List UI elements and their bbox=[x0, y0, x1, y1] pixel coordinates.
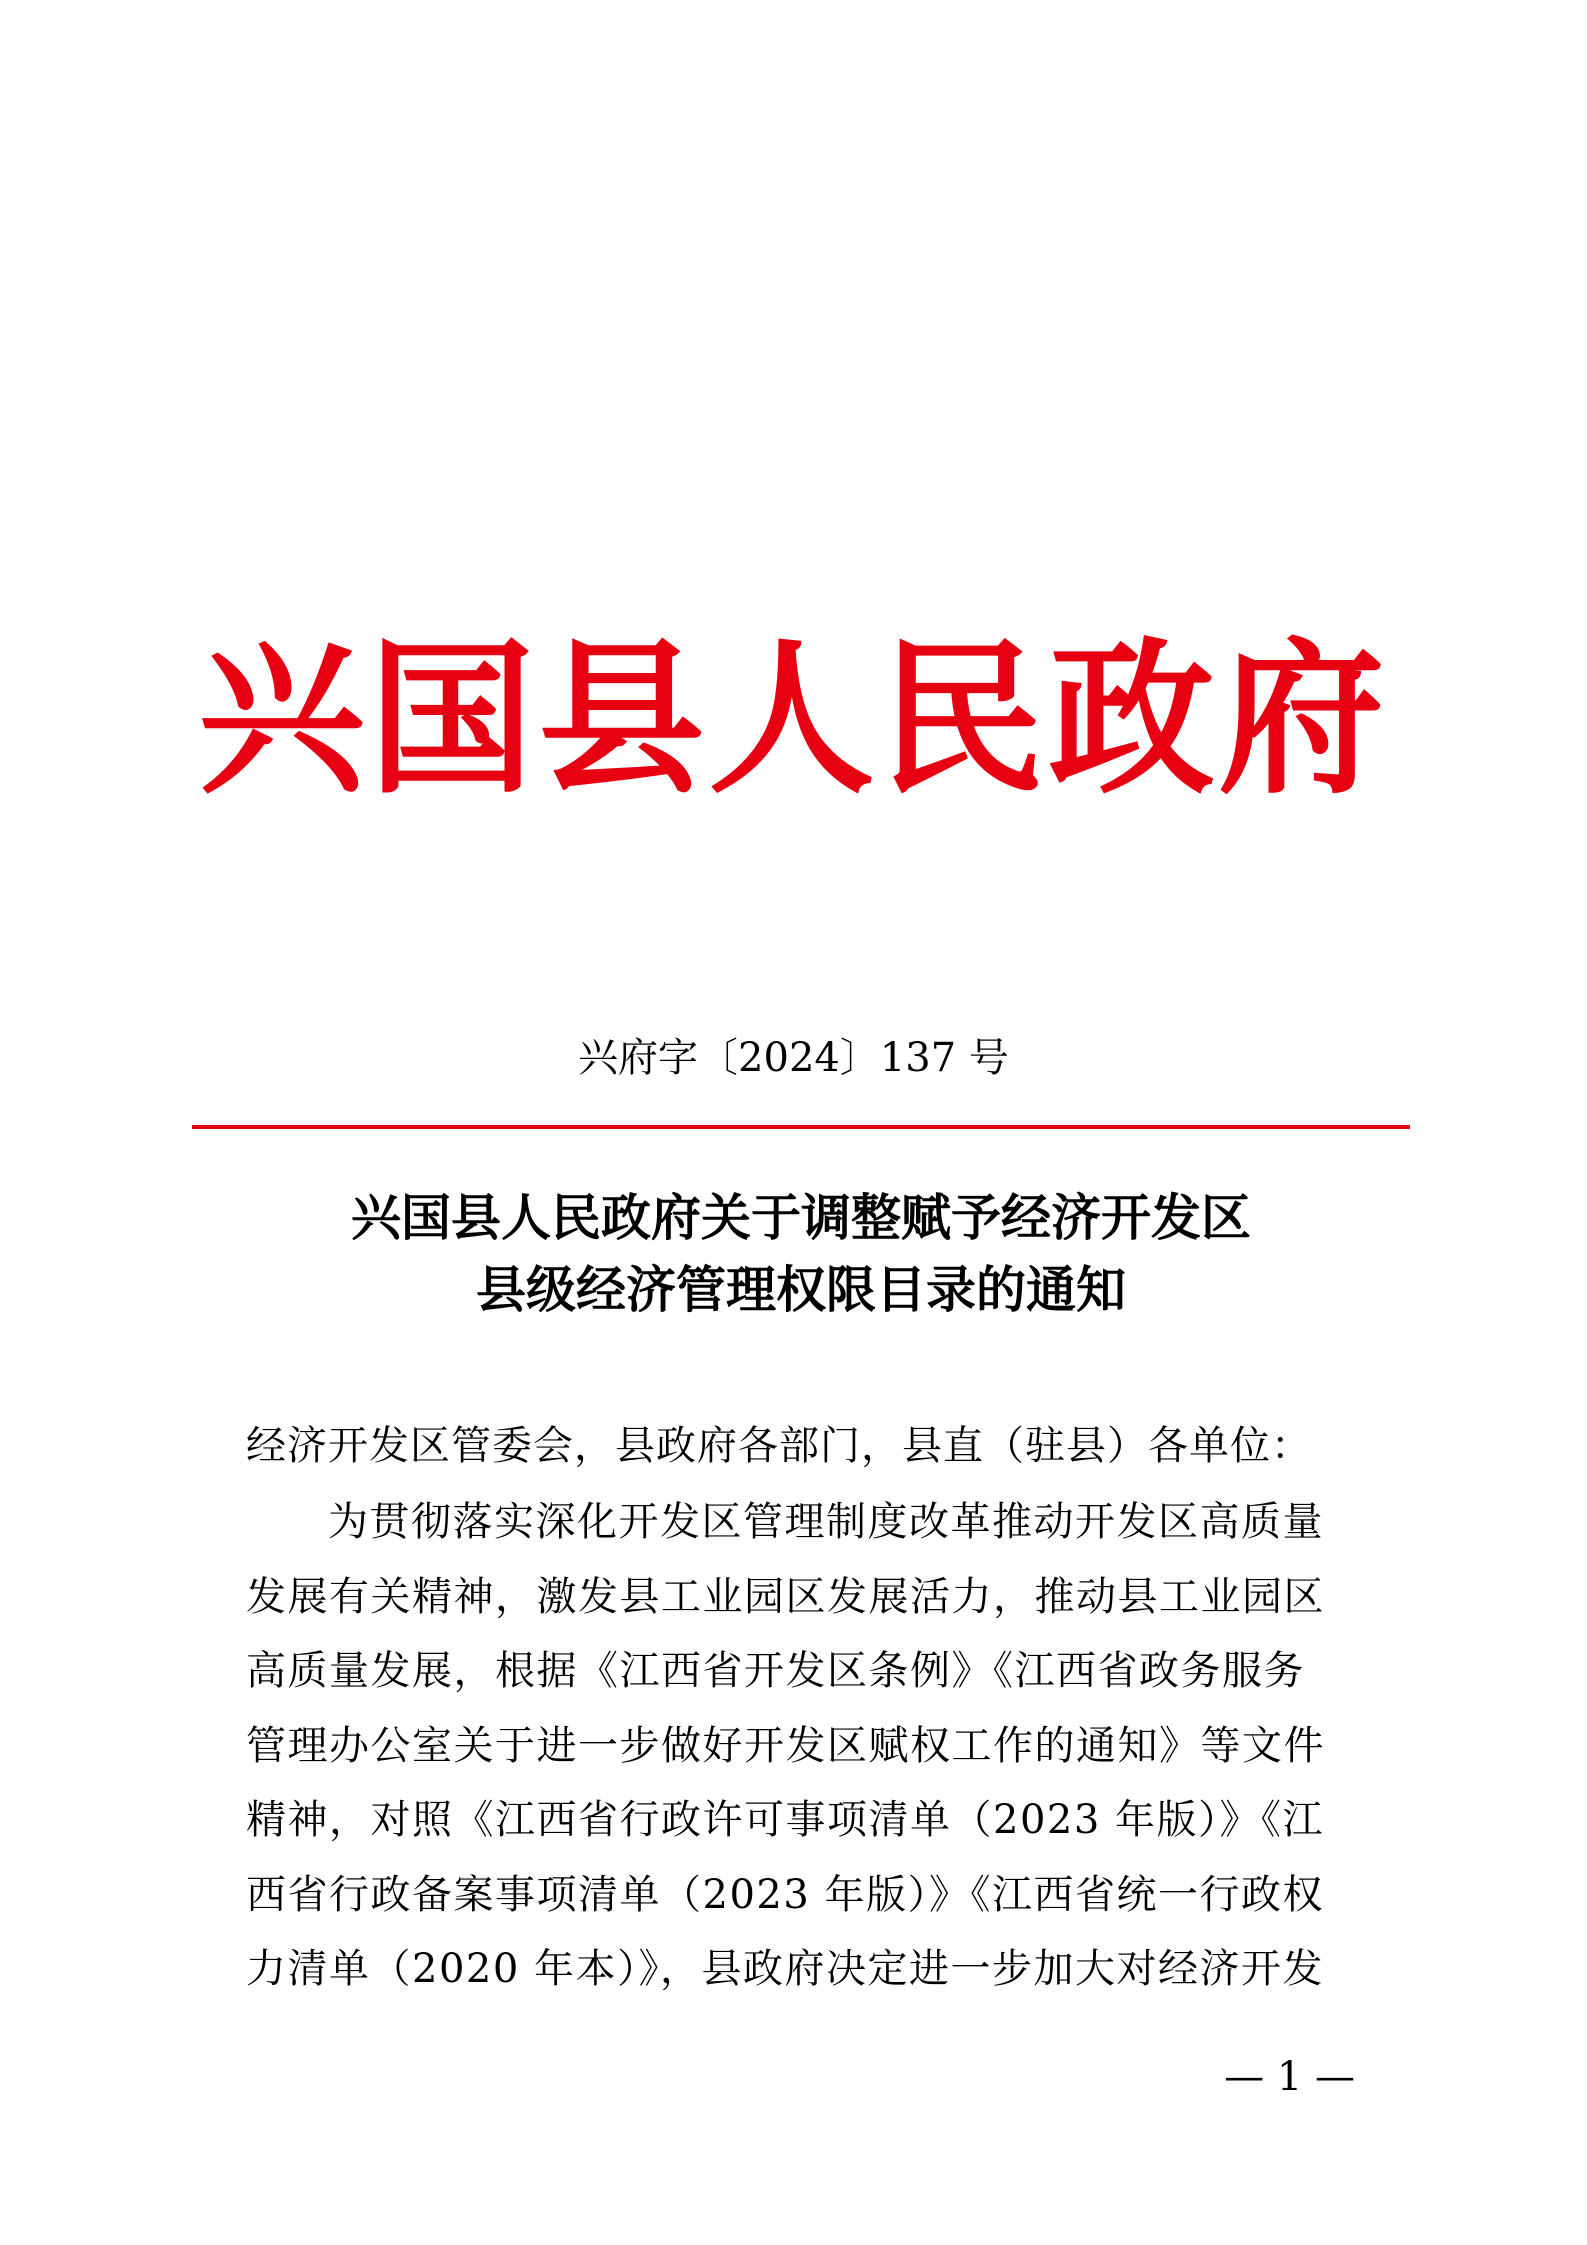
government-masthead: 兴国县人民政府 bbox=[198, 622, 1389, 817]
document-number: 兴府字〔2024〕137 号 bbox=[578, 1035, 1009, 1081]
body-paragraph bbox=[246, 1492, 1356, 2014]
red-divider-line bbox=[192, 1125, 1410, 1129]
body-line: 精神，对照《江西省行政许可事项清单（2023 年版）》《江 bbox=[246, 1797, 1325, 1843]
body-line: 西省行政备案事项清单（2023 年版）》《江西省统一行政权 bbox=[246, 1871, 1325, 1918]
addressee-line: 经济开发区管委会，县政府各部门，县直（驻县）各单位： bbox=[246, 1423, 1312, 1469]
body-line: 为贯彻落实深化开发区管理制度改革推动开发区高质量 bbox=[328, 1499, 1324, 1545]
title-line-2: 县级经济管理权限目录的通知 bbox=[476, 1260, 1126, 1319]
body-line: 力清单（2020 年本）》，县政府决定进一步加大对经济开发 bbox=[246, 1946, 1325, 1992]
body-line: 高质量发展，根据《江西省开发区条例》《江西省政务服务 bbox=[246, 1648, 1305, 1694]
title-line-1: 兴国县人民政府关于调整赋予经济开发区 bbox=[351, 1188, 1251, 1247]
document-title bbox=[192, 1182, 1410, 1326]
page-number: — 1 — bbox=[1224, 2054, 1355, 2100]
body-line: 发展有关精神，激发县工业园区发展活力，推动县工业园区 bbox=[246, 1573, 1325, 1620]
body-line: 管理办公室关于进一步做好开发区赋权工作的通知》等文件 bbox=[246, 1722, 1325, 1769]
